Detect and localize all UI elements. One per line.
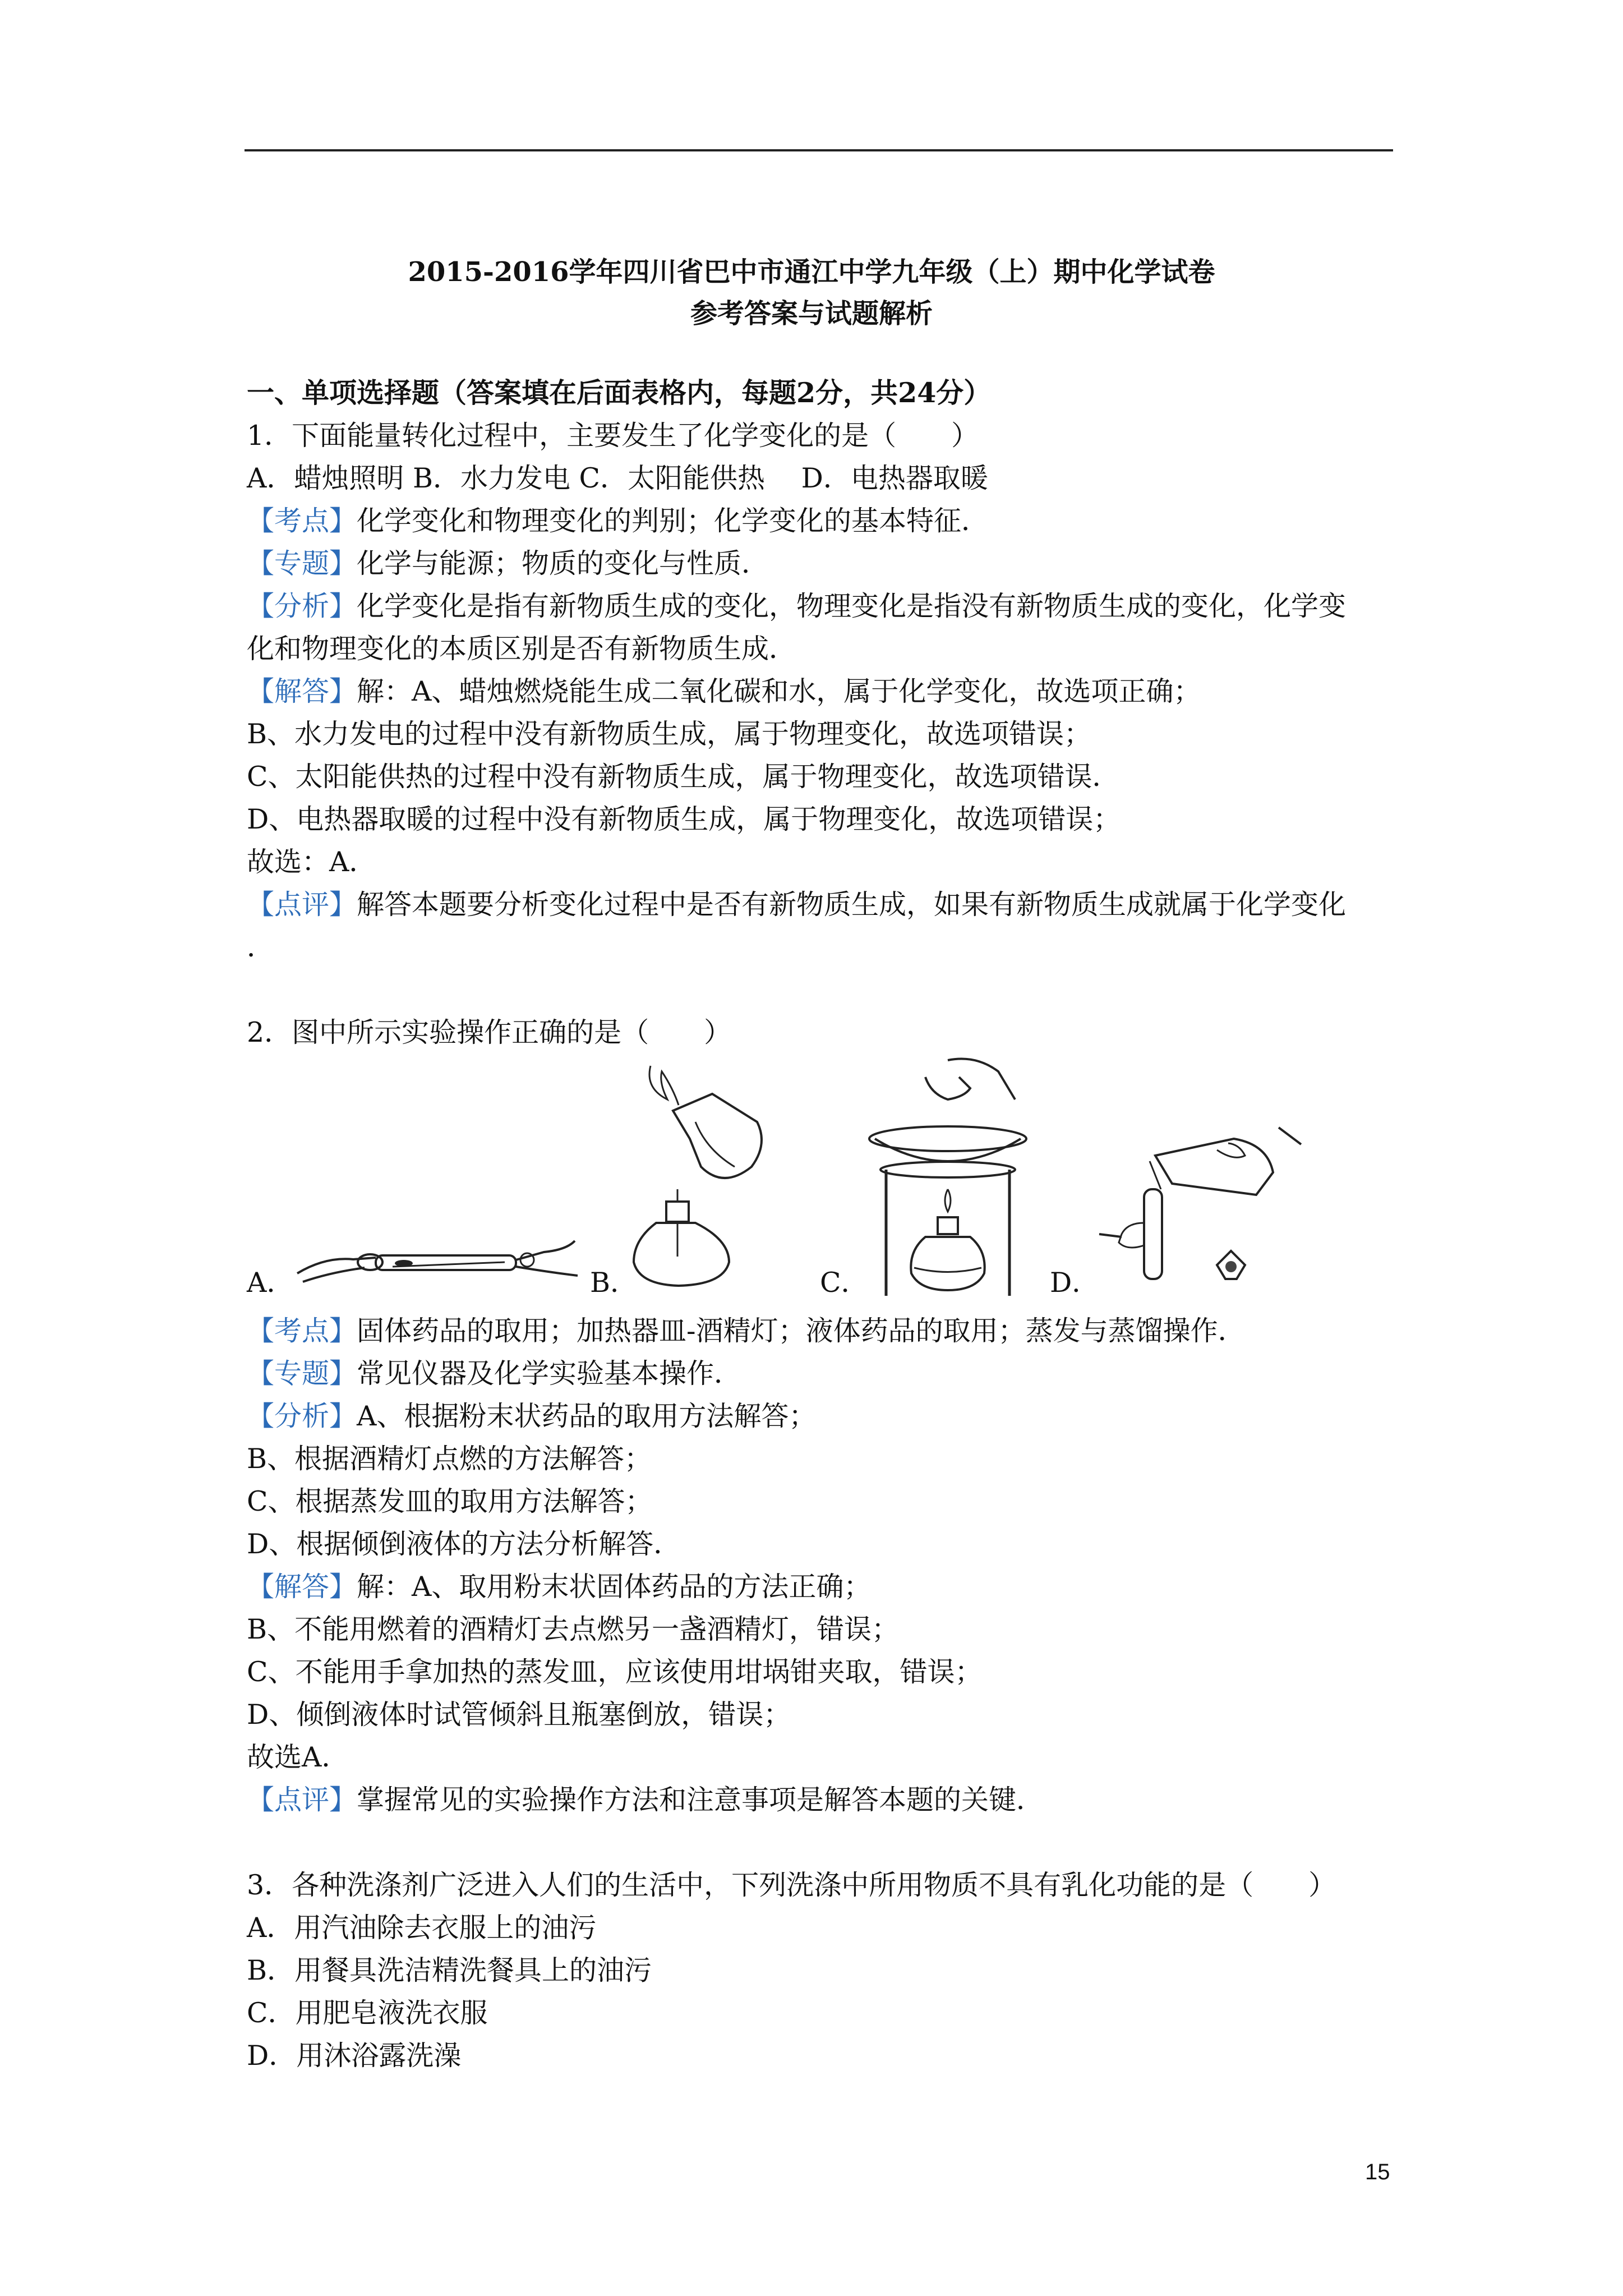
q1-jieda <box>247 675 1201 707</box>
q2-stem: 2．图中所示实验操作正确的是（ ） <box>247 1016 732 1048</box>
fenxi-tag: 【分析】 <box>247 1400 357 1432</box>
header-rule <box>245 149 1393 151</box>
dianping-tag: 【点评】 <box>247 1784 357 1816</box>
jieda-tag: 【解答】 <box>247 675 357 707</box>
figure-d-pouring-liquid <box>1088 1122 1312 1290</box>
q1-stem: 1．下面能量转化过程中，主要发生了化学变化的是（ ） <box>247 420 979 452</box>
q2-zhuanti-text: 常见仪器及化学实验基本操作． <box>357 1358 742 1389</box>
q1-dianping-text-2: ． <box>247 931 275 963</box>
q2-fenxi-text-1: A、根据粉末状药品的取用方法解答； <box>357 1400 817 1432</box>
q2-fenxi-text-2: B、根据酒精灯点燃的方法解答； <box>247 1443 652 1475</box>
q2-jieda-text-2: B、不能用燃着的酒精灯去点燃另一盏酒精灯，错误； <box>247 1613 900 1645</box>
q3-option-d: D．用沐浴露洗澡 <box>247 2040 462 2072</box>
q1-kaodian <box>247 507 989 535</box>
figure-b-alcohol-lamps <box>628 1055 796 1290</box>
q1-jieda-text-1: 解：A、蜡烛燃烧能生成二氧化碳和水，属于化学变化，故选项正确； <box>357 675 1201 707</box>
q1-zhuanti <box>247 547 769 579</box>
figure-a-label: A． <box>247 1267 294 1299</box>
page-number: 15 <box>1365 2160 1390 2184</box>
q3-stem: 3．各种洗涤剂广泛进入人们的生活中，下列洗涤中所用物质不具有乳化功能的是（ ） <box>247 1869 1336 1901</box>
q3-option-a: A．用汽油除去衣服上的油污 <box>247 1912 597 1944</box>
q2-jieda-text-3: C、不能用手拿加热的蒸发皿，应该使用坩埚钳夹取，错误； <box>247 1656 983 1688</box>
figure-c-evaporating-dish <box>864 1055 1032 1301</box>
page-title: 2015-2016学年四川省巴中市通江中学九年级（上）期中化学试卷 <box>408 256 1215 288</box>
figure-b-label: B． <box>590 1267 638 1299</box>
dianping-tag: 【点评】 <box>247 889 357 921</box>
q1-answer: 故选：A． <box>247 846 377 878</box>
q1-fenxi <box>247 592 1346 620</box>
fenxi-tag: 【分析】 <box>247 590 357 622</box>
q1-zhuanti-text: 化学与能源；物质的变化与性质． <box>357 547 769 579</box>
q1-dianping <box>247 889 1347 921</box>
q2-answer: 故选A． <box>247 1741 349 1773</box>
q2-jieda-text-4: D、倾倒液体时试管倾斜且瓶塞倒放，错误； <box>247 1699 791 1731</box>
q2-dianping-text: 掌握常见的实验操作方法和注意事项是解答本题的关键． <box>357 1784 1044 1816</box>
zhuanti-tag: 【专题】 <box>247 547 357 579</box>
q2-jieda <box>247 1571 872 1603</box>
q2-fenxi-text-3: C、根据蒸发皿的取用方法解答； <box>247 1485 653 1517</box>
q2-fenxi <box>247 1402 816 1430</box>
kaodian-tag: 【考点】 <box>247 1315 357 1347</box>
zhuanti-tag: 【专题】 <box>247 1358 357 1389</box>
q1-kaodian-text: 化学变化和物理变化的判别；化学变化的基本特征． <box>357 505 989 537</box>
q1-jieda-text-3: C、太阳能供热的过程中没有新物质生成，属于物理变化，故选项错误． <box>247 761 1120 793</box>
q1-fenxi-text-1: 化学变化是指有新物质生成的变化，物理变化是指没有新物质生成的变化，化学变 <box>357 590 1347 622</box>
q2-dianping <box>247 1786 1044 1814</box>
q1-fenxi-text-2: 化和物理变化的本质区别是否有新物质生成． <box>247 633 797 665</box>
q2-kaodian-text: 固体药品的取用；加热器皿-酒精灯；液体药品的取用；蒸发与蒸馏操作． <box>357 1315 1246 1347</box>
figure-c-label: C． <box>820 1267 869 1299</box>
q2-zhuanti <box>247 1360 741 1387</box>
q2-kaodian <box>247 1317 1246 1345</box>
jieda-tag: 【解答】 <box>247 1571 357 1603</box>
q1-dianping-text-1: 解答本题要分析变化过程中是否有新物质生成，如果有新物质生成就属于化学变化 <box>357 889 1347 921</box>
page-subtitle: 参考答案与试题解析 <box>690 298 933 329</box>
q1-options: A．蜡烛照明 B．水力发电 C．太阳能供热 D．电热器取暖 <box>247 462 988 494</box>
q1-jieda-text-4: D、电热器取暖的过程中没有新物质生成，属于物理变化，故选项错误； <box>247 803 1121 835</box>
section-heading: 一、单项选择题（答案填在后面表格内，每题2分，共24分） <box>247 376 992 409</box>
q1-jieda-text-2: B、水力发电的过程中没有新物质生成，属于物理变化，故选项错误； <box>247 718 1092 750</box>
kaodian-tag: 【考点】 <box>247 505 357 537</box>
figure-d-label: D． <box>1050 1267 1100 1299</box>
figure-a-powder-trough <box>292 1206 583 1296</box>
q2-fenxi-text-4: D、根据倾倒液体的方法分析解答． <box>247 1528 681 1560</box>
q3-option-c: C．用肥皂液洗衣服 <box>247 1997 488 2029</box>
q2-jieda-text-1: 解：A、取用粉末状固体药品的方法正确； <box>357 1571 872 1603</box>
q3-option-b: B．用餐具洗洁精洗餐具上的油污 <box>247 1954 652 1986</box>
